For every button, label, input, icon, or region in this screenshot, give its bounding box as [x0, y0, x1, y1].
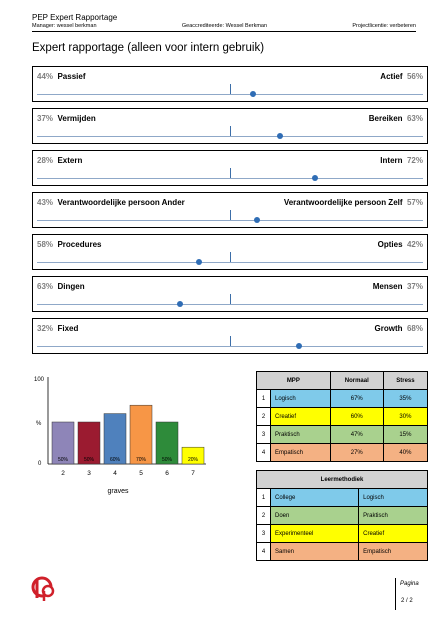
scale-right-label [375, 324, 423, 333]
leer-row-number: 1 [257, 489, 271, 507]
leer-row [257, 543, 428, 561]
scale-left-text: Passief [57, 72, 86, 81]
y-tick-max: 100 [34, 377, 45, 383]
scale-midline [230, 168, 231, 178]
scale-left-pct: 28% [37, 156, 54, 165]
scale-right-label [378, 240, 423, 249]
x-tick-label: 3 [87, 470, 91, 477]
mpp-row-number: 2 [257, 408, 271, 426]
scale-right-pct: 42% [406, 240, 423, 249]
projectlicentie-label: Projectlicentie: verbeteren [352, 23, 416, 29]
scale-left-label [37, 282, 85, 291]
mpp-row-name: Logisch [271, 390, 331, 408]
scale-left-text: Dingen [57, 282, 85, 291]
scale-row [32, 192, 428, 228]
scale-right-text: Intern [380, 156, 403, 165]
normaal-header: Normaal [330, 372, 383, 390]
footer-pagina-label: Pagina [400, 581, 419, 587]
mpp-row-stress: 30% [383, 408, 427, 426]
scale-midline [230, 336, 231, 346]
scale-marker [196, 259, 202, 265]
leer-row-type: Praktisch [359, 507, 428, 525]
scale-left-text: Extern [57, 156, 83, 165]
scale-row [32, 108, 428, 144]
leer-row-method: Doen [271, 507, 359, 525]
scale-midline [230, 210, 231, 220]
bar-value-label: 50% [57, 457, 69, 463]
scale-left-label [37, 240, 102, 249]
scale-right-label [380, 72, 423, 81]
scale-track [37, 136, 423, 137]
scale-marker [177, 301, 183, 307]
x-axis-label: graves [107, 488, 129, 495]
leer-row [257, 525, 428, 543]
scale-right-label [369, 114, 423, 123]
bar [130, 405, 152, 464]
bar-value-label: 70% [135, 457, 147, 463]
stress-header: Stress [383, 372, 427, 390]
scale-track [37, 94, 423, 95]
scale-marker [250, 91, 256, 97]
mpp-row-name: Creatief [271, 408, 331, 426]
scale-track [37, 178, 423, 179]
x-tick-label: 2 [61, 470, 65, 477]
scale-right-label [284, 198, 423, 207]
leer-row-number: 2 [257, 507, 271, 525]
scale-left-label [37, 114, 96, 123]
bar-value-label: 50% [161, 457, 173, 463]
section-title: Expert rapportage (alleen voor intern gebruik) [32, 42, 265, 54]
x-tick-label: 7 [191, 470, 195, 477]
x-tick-label: 4 [113, 470, 117, 477]
scale-marker [277, 133, 283, 139]
x-tick-label: 6 [165, 470, 169, 477]
scale-row [32, 66, 428, 102]
scale-right-pct: 57% [406, 198, 423, 207]
geaccrediteerde-label: Geaccrediteerde: Wessel Berkman [181, 23, 268, 29]
scale-track [37, 220, 423, 221]
scale-row [32, 150, 428, 186]
bar-value-label: 50% [83, 457, 95, 463]
mpp-row-stress: 35% [383, 390, 427, 408]
pep-logo-icon [31, 576, 57, 602]
leermethodiek-header: Leermethodiek [257, 471, 428, 489]
mpp-row-normaal: 47% [330, 426, 383, 444]
scale-midline [230, 126, 231, 136]
leermethodiek-table [256, 470, 428, 561]
scale-left-text: Fixed [57, 324, 79, 333]
scale-row [32, 234, 428, 270]
leer-row-type: Empatisch [359, 543, 428, 561]
header-info-row [32, 23, 416, 29]
mpp-table [256, 371, 428, 462]
mpp-row-normaal: 27% [330, 444, 383, 462]
header-divider [32, 31, 416, 32]
scale-midline [230, 252, 231, 262]
scale-right-label [380, 156, 423, 165]
mpp-row-number: 1 [257, 390, 271, 408]
scale-marker [296, 343, 302, 349]
scale-left-pct: 44% [37, 72, 54, 81]
mpp-row-name: Empatisch [271, 444, 331, 462]
scale-left-text: Procedures [57, 240, 102, 249]
mpp-header: MPP [257, 372, 331, 390]
manager-label: Manager: wessel berkman [32, 23, 97, 29]
leer-row-method: Experimenteel [271, 525, 359, 543]
leer-row-method: Samen [271, 543, 359, 561]
mpp-row-normaal: 67% [330, 390, 383, 408]
scale-row [32, 318, 428, 354]
scale-left-label [37, 156, 82, 165]
scale-left-label [37, 72, 86, 81]
scale-left-label [37, 198, 185, 207]
leer-row-number: 3 [257, 525, 271, 543]
scale-marker [312, 175, 318, 181]
scale-right-text: Bereiken [368, 114, 403, 123]
scale-left-pct: 32% [37, 324, 54, 333]
scale-left-pct: 43% [37, 198, 54, 207]
scale-left-pct: 63% [37, 282, 54, 291]
footer-page-number: 2 / 2 [401, 598, 413, 604]
leer-row-type: Creatief [359, 525, 428, 543]
scales-list [32, 66, 428, 360]
scale-right-pct: 37% [406, 282, 423, 291]
mpp-row [257, 408, 428, 426]
scale-midline [230, 84, 231, 94]
scale-right-pct: 68% [406, 324, 423, 333]
header-title: PEP Expert Rapportage [32, 13, 118, 22]
scale-left-pct: 37% [37, 114, 54, 123]
mpp-row [257, 444, 428, 462]
y-axis-label: % [36, 421, 42, 427]
mpp-row-stress: 15% [383, 426, 427, 444]
leer-row [257, 489, 428, 507]
scale-marker [254, 217, 260, 223]
scale-row [32, 276, 428, 312]
leer-row-type: Logisch [359, 489, 428, 507]
leer-row [257, 507, 428, 525]
scale-right-label [373, 282, 423, 291]
bar-value-label: 60% [109, 457, 121, 463]
mpp-row-number: 3 [257, 426, 271, 444]
mpp-row-stress: 40% [383, 444, 427, 462]
scale-left-text: Vermijden [57, 114, 96, 123]
scale-midline [230, 294, 231, 304]
footer-divider [395, 578, 396, 610]
scale-right-text: Mensen [372, 282, 403, 291]
scale-left-label [37, 324, 78, 333]
scale-right-text: Actief [380, 72, 403, 81]
mpp-row [257, 390, 428, 408]
mpp-row [257, 426, 428, 444]
x-tick-label: 5 [139, 470, 143, 477]
leer-row-method: College [271, 489, 359, 507]
scale-right-pct: 56% [406, 72, 423, 81]
y-tick-min: 0 [38, 461, 42, 467]
mpp-row-name: Praktisch [271, 426, 331, 444]
scale-right-text: Verantwoordelijke persoon Zelf [283, 198, 403, 207]
graves-bar-chart [30, 372, 210, 502]
scale-right-pct: 63% [406, 114, 423, 123]
scale-right-text: Growth [374, 324, 403, 333]
scale-left-text: Verantwoordelijke persoon Ander [57, 198, 185, 207]
bars-group [52, 405, 204, 477]
scale-right-text: Opties [377, 240, 403, 249]
mpp-row-normaal: 60% [330, 408, 383, 426]
scale-left-pct: 58% [37, 240, 54, 249]
scale-track [37, 304, 423, 305]
scale-right-pct: 72% [406, 156, 423, 165]
scale-track [37, 262, 423, 263]
mpp-row-number: 4 [257, 444, 271, 462]
bar-value-label: 20% [187, 457, 199, 463]
scale-track [37, 346, 423, 347]
leer-row-number: 4 [257, 543, 271, 561]
